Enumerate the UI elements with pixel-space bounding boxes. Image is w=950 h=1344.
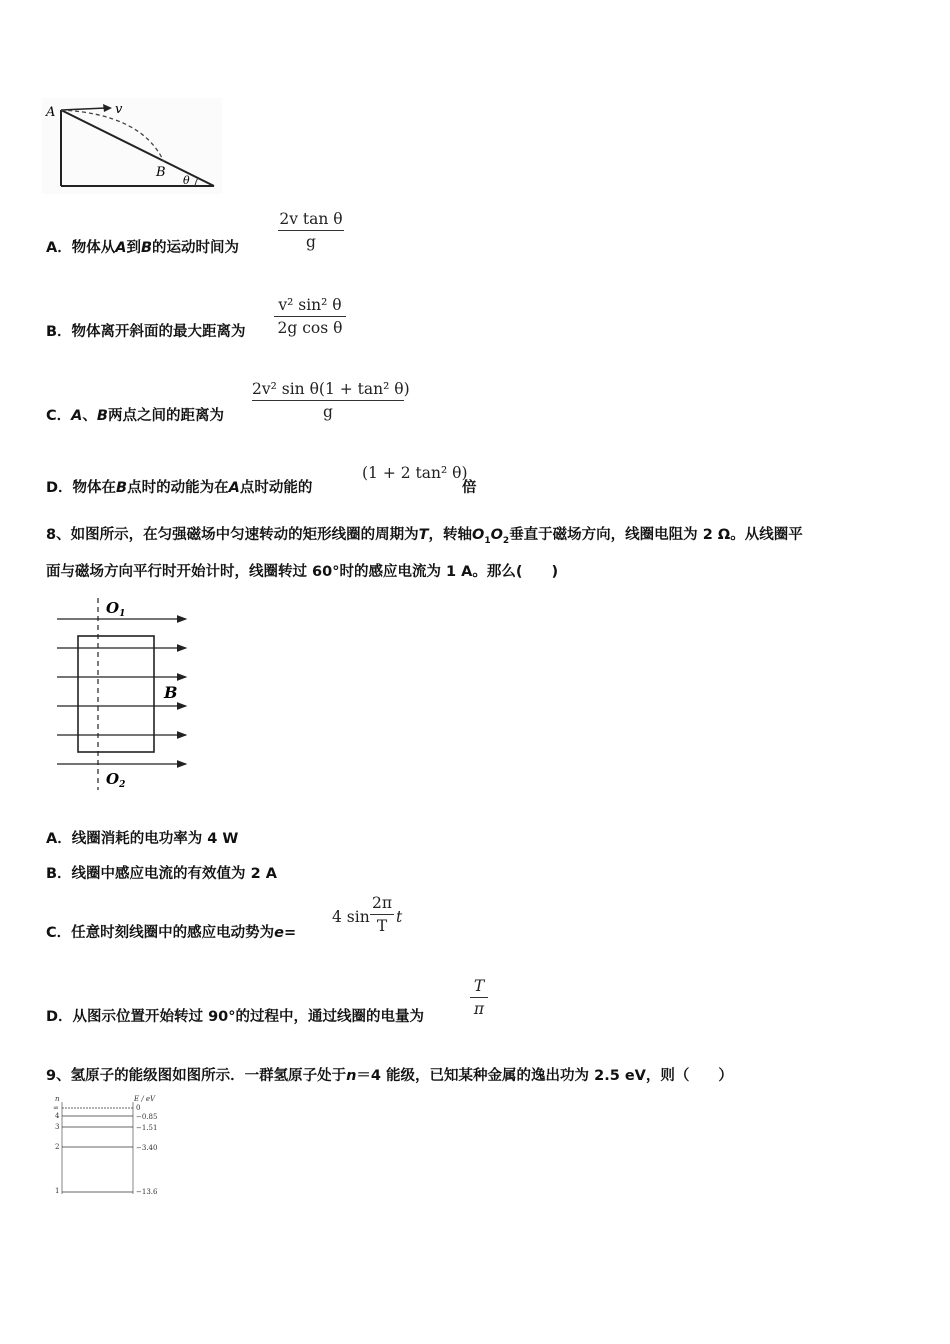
q8-option-b: B．线圈中感应电流的有效值为 2 A [46,866,277,882]
q8-formula-c-tail: t [396,908,403,926]
q8-formula-d: T π [470,977,488,1018]
label-b: B [156,165,166,180]
level-n-4: 4 [55,1112,60,1120]
q7-option-b: B．物体离开斜面的最大距离为 [46,324,246,340]
level-n-2: 2 [55,1143,60,1151]
q8-option-a: A．线圈消耗的电功率为 4 W [46,831,239,847]
q7-option-d: D．物体在B点时的动能为在A点时动能的 [46,480,313,496]
q7-formula-a: 2v tan θ g [279,210,343,251]
q9-stem: 9、氢原子的能级图如图所示．一群氢原子处于n＝4 能级，已知某种金属的逸出功为 2.5 eV，则（ ） [46,1068,733,1084]
label-b-field: B [164,683,178,702]
q8-stem-line1: 8、如图所示，在匀强磁场中匀速转动的矩形线圈的周期为T，转轴$O_1O_2$垂直于磁场方向，线圈电阻为 2 Ω。从线圈平 [46,527,803,546]
label-theta: θ [183,174,190,187]
axis-n-label: n [55,1095,60,1103]
label-a: A [46,105,56,120]
coil-figure [52,594,197,794]
q8-formula-c-frac: 2π T [371,894,393,935]
level-e-4: −0.85 [136,1113,158,1121]
q7-formula-c: 2v² sin θ(1 + tan² θ) g [252,380,410,421]
level-e-1: −13.6 [136,1188,158,1196]
label-o2: $O_2$ [106,770,126,790]
q7-formula-b: v² sin² θ 2g cos θ [274,296,346,337]
q7-formula-d: (1 + 2 tan² θ) [362,464,468,482]
level-n-1: 1 [55,1187,60,1195]
q8-option-c: C．任意时刻线圈中的感应电动势为e= [46,925,297,941]
q7-option-c: C．A、B两点之间的距离为 [46,408,224,424]
q7-option-d-tail: 倍 [462,480,477,496]
level-e-2: −3.40 [136,1144,158,1152]
level-e-inf: 0 [136,1104,141,1112]
q8-stem-line2: 面与磁场方向平行时开始计时，线圈转过 60°时的感应电流为 1 A。那么( ) [46,564,559,580]
axis-e-label: E / eV [134,1095,156,1103]
q8-option-d: D．从图示位置开始转过 90°的过程中，通过线圈的电量为 [46,1009,425,1025]
incline-figure [42,98,222,194]
level-n-3: 3 [55,1123,60,1131]
energy-level-figure [50,1092,170,1202]
label-o1: $O_1$ [106,599,126,619]
q7-option-a: A．物体从A到B的运动时间为 [46,240,240,256]
q8-formula-c-coef: 4 sin [332,908,370,926]
label-v: v [115,102,123,117]
level-e-3: −1.51 [136,1124,158,1132]
level-n-inf: ∞ [53,1104,59,1112]
